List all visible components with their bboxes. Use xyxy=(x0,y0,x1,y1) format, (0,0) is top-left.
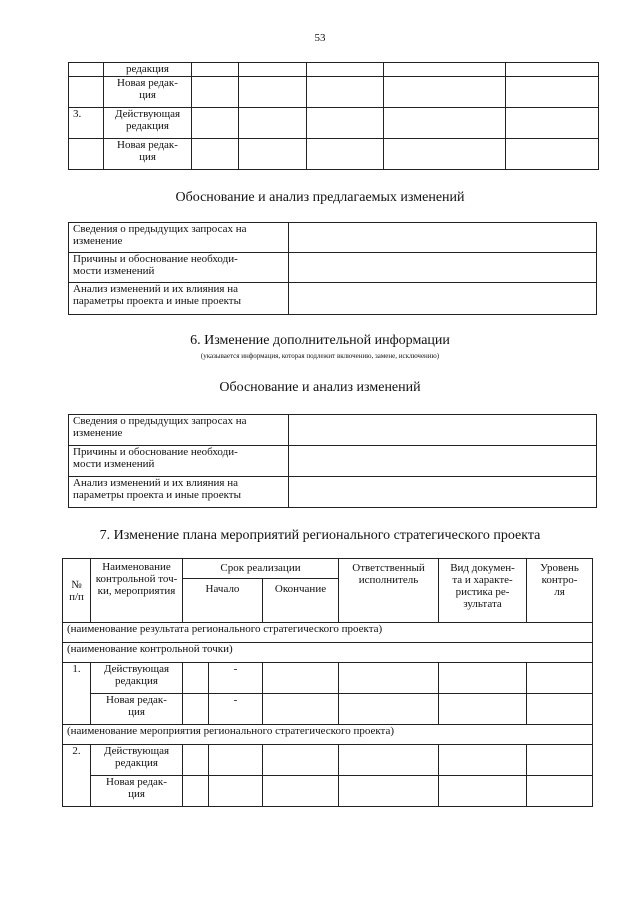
plan-table xyxy=(62,558,593,807)
group-2-new: Новая редак- ция xyxy=(91,776,183,807)
justification-value[interactable] xyxy=(289,223,597,253)
justification-table xyxy=(68,222,597,315)
header-control: Уровень контро- ля xyxy=(527,559,593,623)
group-1-number: 1. xyxy=(63,663,91,725)
group-1-current: Действующая редакция xyxy=(91,663,183,694)
header-num: № п/п xyxy=(63,559,91,623)
group-1-dash: - xyxy=(209,694,263,725)
row-label: Действующая редакция xyxy=(104,108,192,139)
justification-row-label: Анализ изменений и их влияния на параметры проекта и иные проекты xyxy=(69,283,289,315)
row-label: редакция xyxy=(104,63,192,77)
span-checkpoint: (наименование контрольной точки) xyxy=(63,643,593,663)
group-1-new: Новая редак- ция xyxy=(91,694,183,725)
span-result: (наименование результата регионального стратегического проекта) xyxy=(63,623,593,643)
analysis-row-label: Анализ изменений и их влияния на параметры проекта и иные проекты xyxy=(69,477,289,508)
group-2-current: Действующая редакция xyxy=(91,745,183,776)
header-name: Наименование контрольной точ- ки, мероприятия xyxy=(91,559,183,623)
header-responsible: Ответственный исполнитель xyxy=(339,559,439,623)
justification-value[interactable] xyxy=(289,253,597,283)
analysis-row-label: Сведения о предыдущих запросах на изменение xyxy=(69,415,289,446)
row-label: Новая редак- ция xyxy=(104,77,192,108)
header-period: Срок реализации xyxy=(183,559,339,579)
row-label: Новая редак- ция xyxy=(104,139,192,170)
analysis-table xyxy=(68,414,597,508)
analysis-value[interactable] xyxy=(289,477,597,508)
section-7-title: 7. Изменение плана мероприятий регионального стратегического проекта xyxy=(99,528,541,543)
analysis-value[interactable] xyxy=(289,446,597,477)
top-table xyxy=(68,62,599,170)
section-6-note: (указывается информация, которая подлежит включению, замене, исключению) xyxy=(200,352,440,360)
row-number xyxy=(69,63,104,77)
justification-value[interactable] xyxy=(289,283,597,315)
justification-row-label: Причины и обоснование необходи- мости изменений xyxy=(69,253,289,283)
justification-heading: Обоснование и анализ предлагаемых изменений xyxy=(175,190,465,205)
row-number: 3. xyxy=(69,108,104,139)
header-start: Начало xyxy=(183,579,263,623)
page-number: 53 xyxy=(314,32,326,44)
header-end: Окончание xyxy=(263,579,339,623)
analysis-value[interactable] xyxy=(289,415,597,446)
analysis-row-label: Причины и обоснование необходи- мости изменений xyxy=(69,446,289,477)
section-6-title: 6. Изменение дополнительной информации xyxy=(190,333,450,348)
row-number xyxy=(69,139,104,170)
row-number xyxy=(69,77,104,108)
section-6-subtitle: Обоснование и анализ изменений xyxy=(219,380,421,395)
group-2-number: 2. xyxy=(63,745,91,807)
header-doc-type: Вид докумен- та и характе- ристика ре- зультата xyxy=(439,559,527,623)
justification-row-label: Сведения о предыдущих запросах на изменение xyxy=(69,223,289,253)
group-1-dash: - xyxy=(209,663,263,694)
span-event: (наименование мероприятия регионального стратегического проекта) xyxy=(63,725,593,745)
